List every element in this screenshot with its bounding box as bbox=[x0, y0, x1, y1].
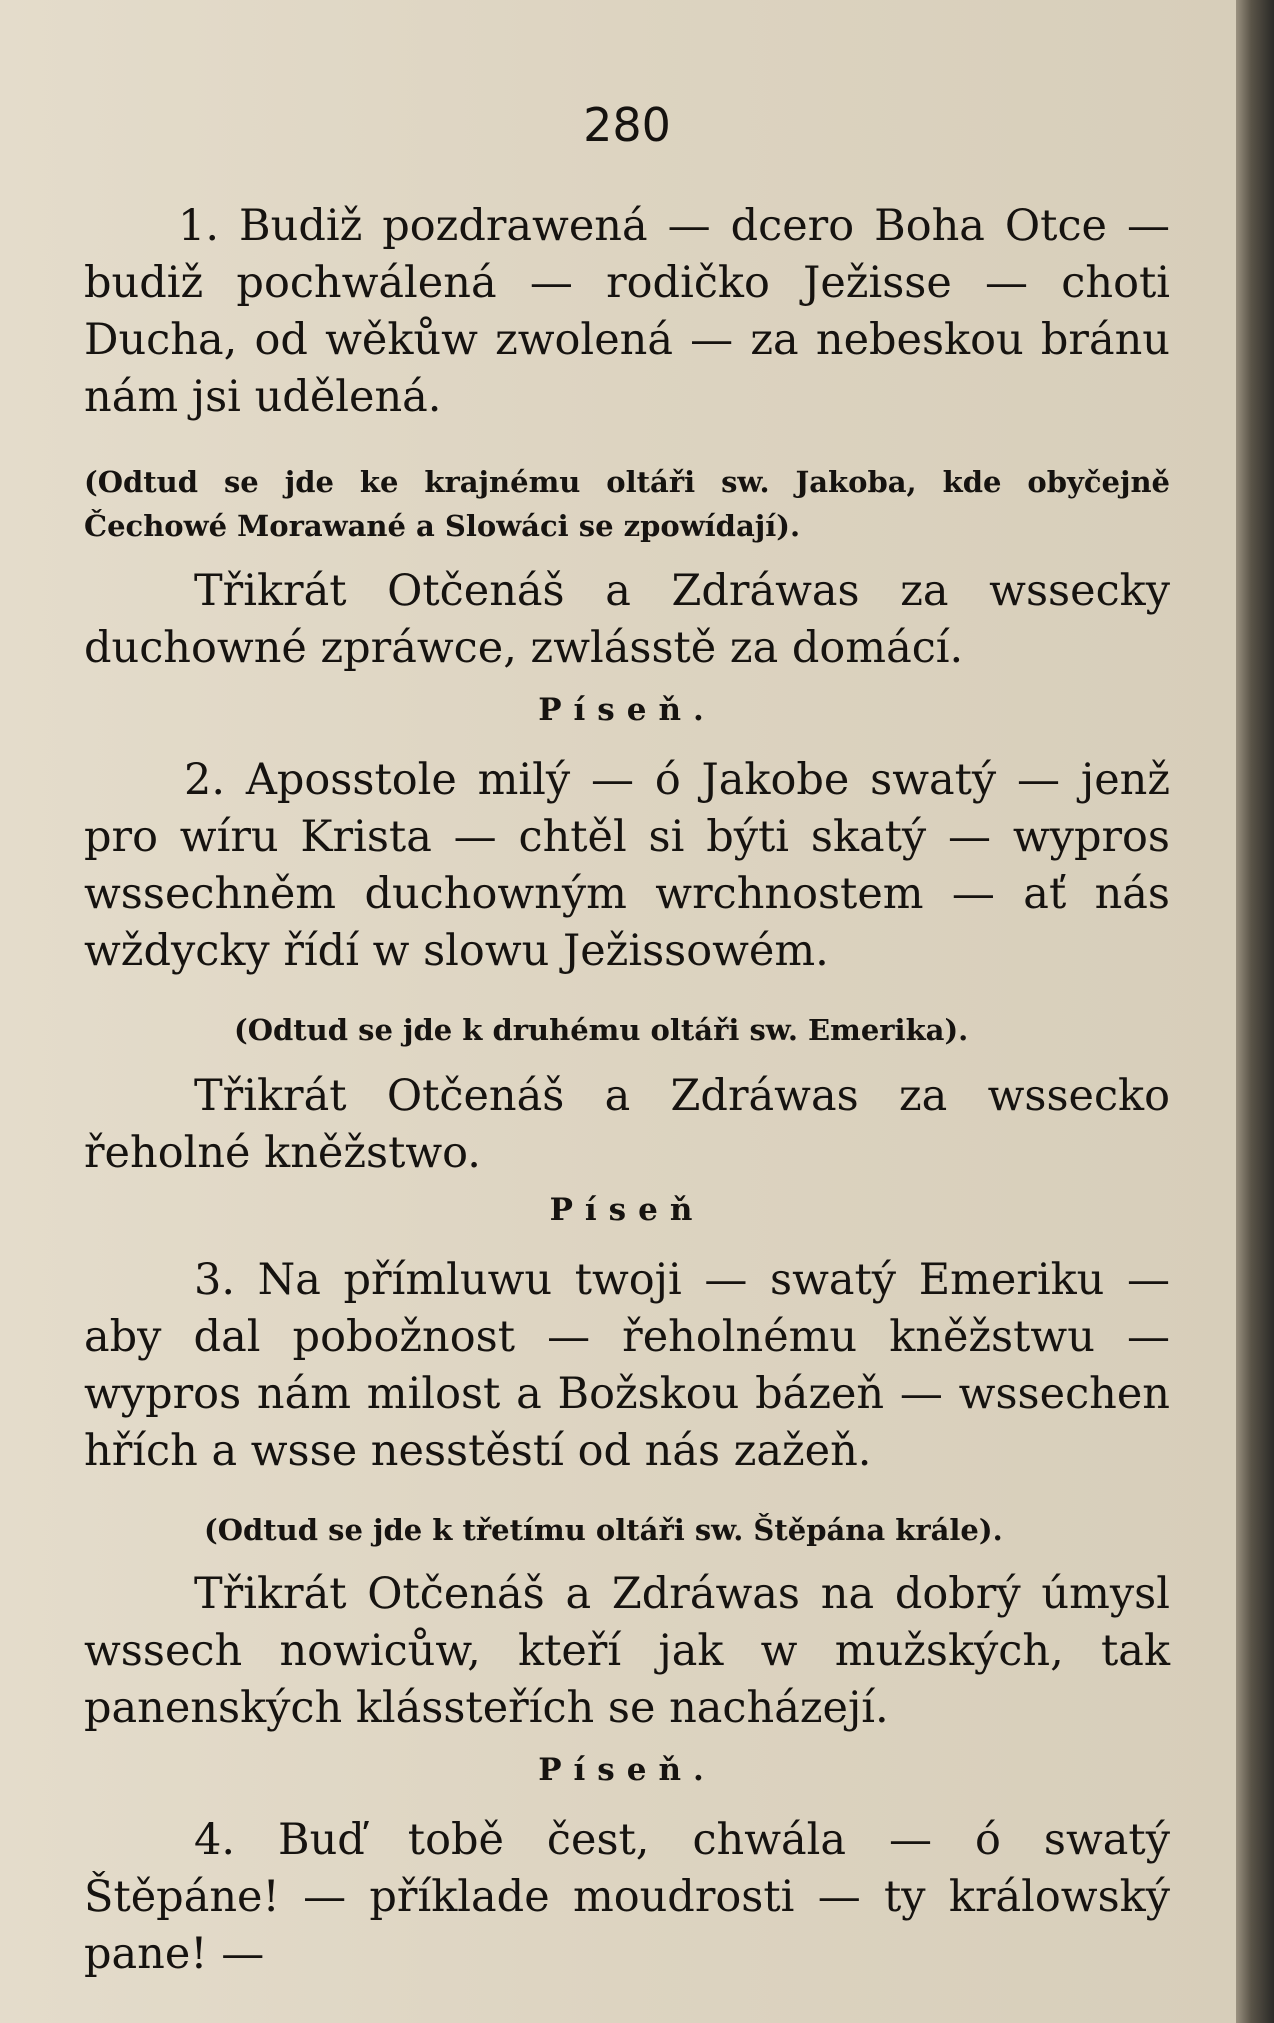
heading-pisen-1: Píseň. bbox=[538, 692, 716, 728]
verse-4: 4. Buď tobě čest, chwála — ó swatý Štěpáne! — příklade moudrosti — ty králowský pane! — bbox=[84, 1815, 1170, 1979]
prayer-1: Třikrát Otčenáš a Zdráwas za wssecky duchowné zpráwce, zwlásstě za domácí. bbox=[84, 566, 1170, 673]
prayer-2: Třikrát Otčenáš a Zdráwas za wssecko řeholné kněžstwo. bbox=[84, 1071, 1170, 1178]
heading-pisen-3: Píseň. bbox=[538, 1752, 716, 1788]
verse-2: 2. Aposstole milý — ó Jakobe swatý — jenž pro wíru Krista — chtěl si býti skatý — wypros wssechněm duchowným wrchnostem — ať nás wždycky řídí w slowu Ježissowém. bbox=[84, 755, 1170, 976]
page-number: 280 bbox=[583, 98, 671, 152]
instruction-1: (Odtud se jde ke krajnému oltáři sw. Jakoba, kde obyčejně Čechowé Morawané a Slowáci se zpowídají). bbox=[84, 465, 1170, 543]
book-gutter bbox=[1236, 0, 1274, 2023]
prayer-3: Třikrát Otčenáš a Zdráwas na dobrý úmysl wssech nowicůw, kteří jak w mužských, tak panenských klássteřích se nacházejí. bbox=[84, 1569, 1170, 1733]
verse-3: 3. Na přímluwu twoji — swatý Emeriku — aby dal pobožnost — řeholnému kněžstwu — wypros nám milost a Božskou bázeň — wssechen hřích a wsse nesstěstí od nás zažeň. bbox=[84, 1255, 1170, 1476]
instruction-3: (Odtud se jde k třetímu oltáři sw. Štěpána krále). bbox=[204, 1513, 1003, 1547]
heading-pisen-2: Píseň bbox=[549, 1192, 705, 1228]
instruction-2: (Odtud se jde k druhému oltáři sw. Emerika). bbox=[234, 1013, 969, 1047]
verse-1: 1. Budiž pozdrawená — dcero Boha Otce — budiž pochwálená — rodičko Ježisse — choti Ducha, od wěkůw zwolená — za nebeskou bránu nám jsi udělená. bbox=[84, 201, 1170, 422]
